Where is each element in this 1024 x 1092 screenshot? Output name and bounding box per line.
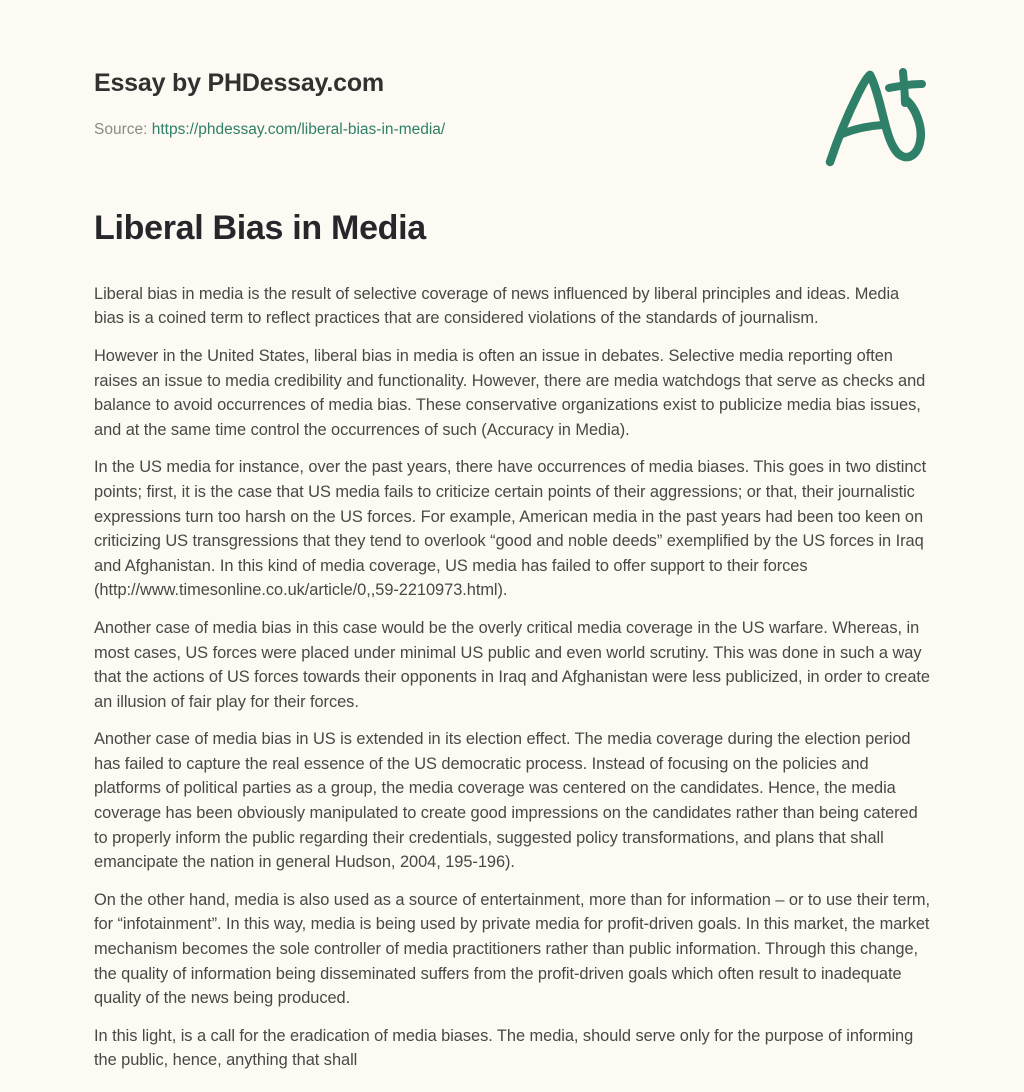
article — [0, 190, 1024, 1086]
page-title: Liberal Bias in Media — [94, 209, 426, 247]
a-plus-grade-logo-icon — [806, 56, 936, 174]
article-paragraph: In this light, is a call for the eradication of media biases. The media, should serve only for the purpose of informing the public, hence, anything that shall — [94, 1026, 914, 1070]
source-url-link[interactable]: https://phdessay.com/liberal-bias-in-media/ — [151, 121, 446, 138]
article-paragraph: In the US media for instance, over the past years, there have occurrences of media biases. This goes in two distinct points; first, it is the case that US media fails to criticize certain points of their aggressions; or that, their journalistic expressions turn too harsh on the US forces. For example, American media in the past years had been too keen on criticizing US transgressions that they tend to overlook “good and noble deeds” exemplified by the US forces in Iraq and Afghanistan. In this kind of media coverage, US media has failed to offer support to their forces (http://www.timesonline.co.uk/article/0,,59-2210973.html). — [94, 458, 927, 600]
page-header — [0, 0, 1024, 190]
article-paragraph: Another case of media bias in this case would be the overly critical media coverage in the US warfare. Whereas, in most cases, US forces were placed under minimal US public and even world scrutiny. This was done in such a way that the actions of US forces towards their opponents in Iraq and Afghanistan were less publicized, in order to create an illusion of fair play for their forces. — [94, 618, 930, 711]
article-paragraph: Liberal bias in media is the result of selective coverage of news influenced by liberal principles and ideas. Media bias is a coined term to reflect practices that are considered violations of the standards of journalism. — [94, 284, 900, 328]
brand-byline: Essay by PHDessay.com — [94, 69, 384, 97]
article-paragraph: However in the United States, liberal bias in media is often an issue in debates. Selective media reporting often raises an issue to media credibility and functionality. However, there are media watchdogs that serve as checks and balance to avoid occurrences of media bias. These conservative organizations exist to publicize media bias issues, and at the same time control the occurrences of such (Accuracy in Media). — [94, 346, 926, 439]
article-paragraph: Another case of media bias in US is extended in its election effect. The media coverage during the election period has failed to capture the real essence of the US democratic process. Instead of focusing on the policies and platforms of political parties as a group, the media coverage was centered on the candidates. Hence, the media coverage has been obviously manipulated to create good impressions on the candidates rather than being catered to properly inform the public regarding their credentials, suggested policy transformations, and plans that shall emancipate the nation in general Hudson, 2004, 195-196). — [94, 730, 918, 872]
source-line — [94, 121, 445, 139]
article-body — [0, 282, 1024, 1073]
source-label: Source: — [94, 121, 148, 138]
article-paragraph: On the other hand, media is also used as a source of entertainment, more than for information – or to use their term, for “infotainment”. In this way, media is being used by private media for profit-driven goals. In this market, the market mechanism becomes the sole controller of media practitioners rather than public information. Through this change, the quality of information being disseminated suffers from the profit-driven goals which often result to inadequate quality of the news being produced. — [94, 890, 930, 1008]
